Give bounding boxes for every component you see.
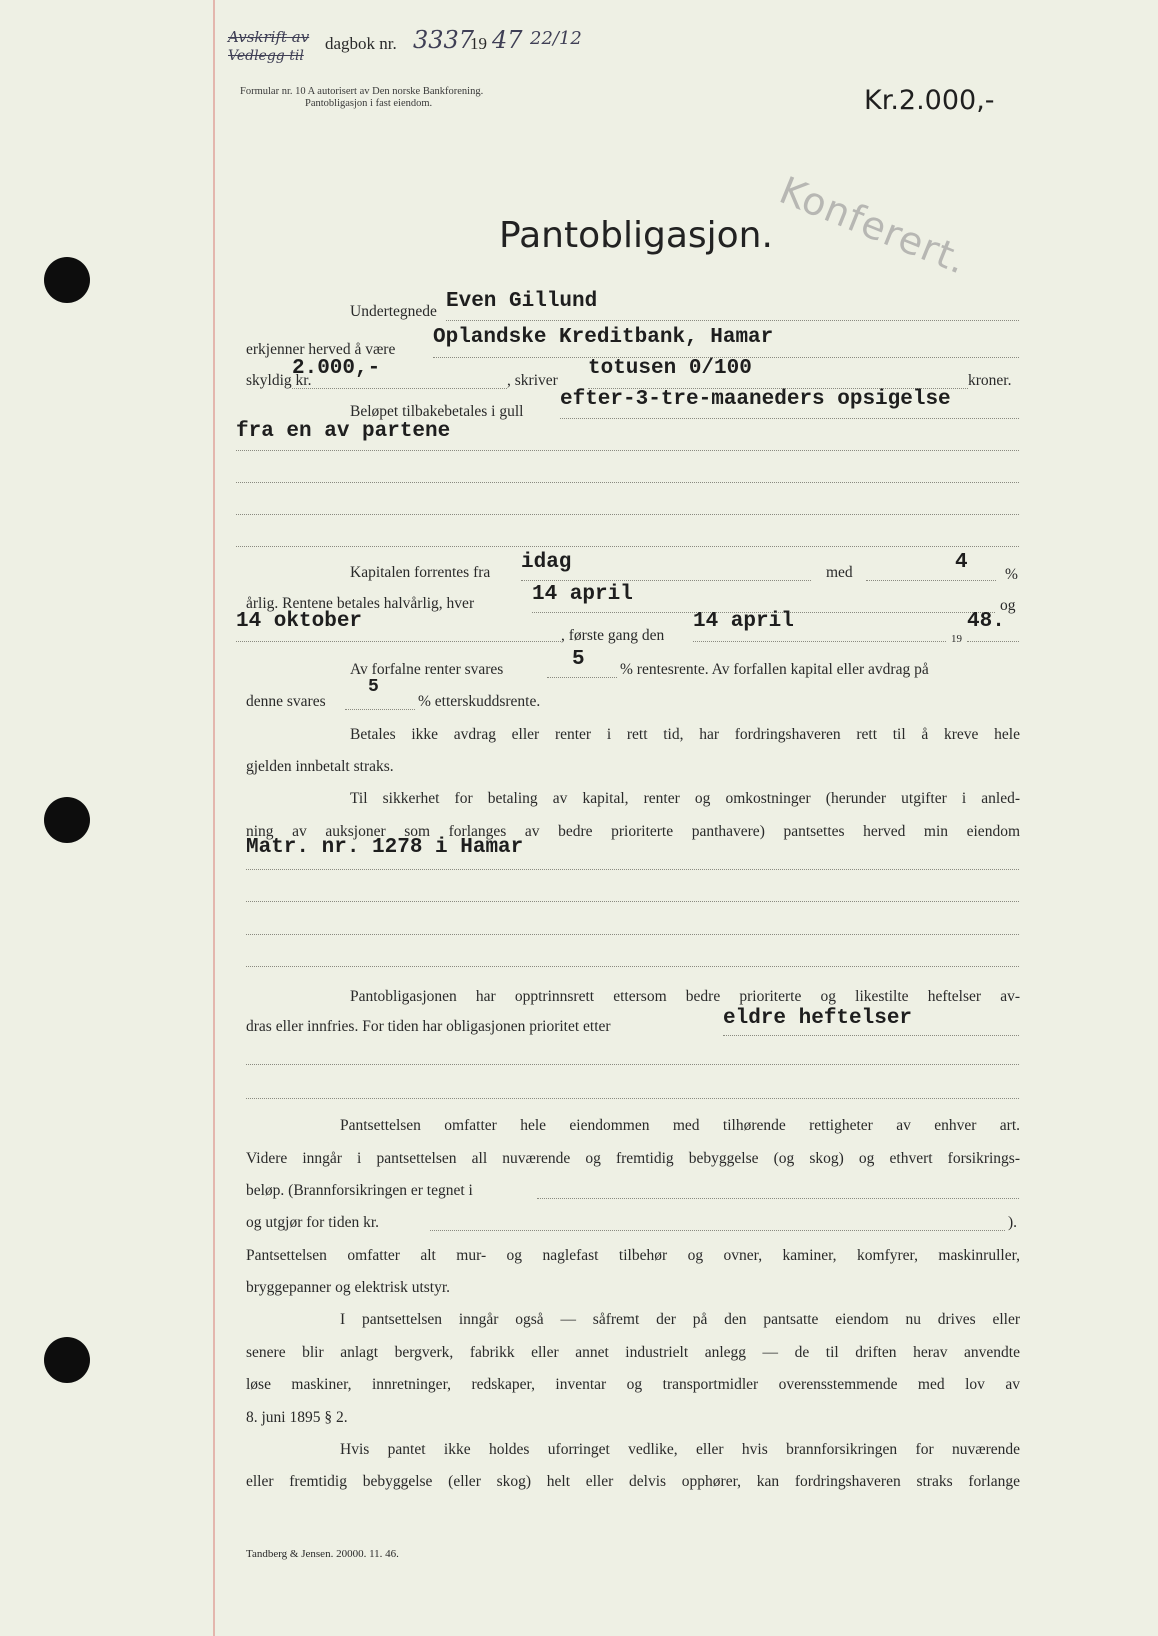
arlig-label: årlig. Rentene betales halvårlig, hver <box>246 595 475 612</box>
fill-line <box>236 514 1019 515</box>
av-forfalne-rest: % rentesrente. Av forfallen kapital eller avdrag på <box>620 661 929 678</box>
fill-line <box>246 901 1019 902</box>
margin-line <box>213 0 215 1636</box>
formular-line-1: Formular nr. 10 A autorisert av Den norske Bankforening. <box>240 86 484 97</box>
amount-header: Kr.2.000,- <box>864 85 995 116</box>
pantsett-line-4: og utgjør for tiden kr. <box>246 1214 380 1231</box>
fill-line <box>246 869 1019 870</box>
til-line-1: Til sikkerhet for betaling av kapital, renter og omkostninger (herunder utgifter i anled- <box>350 790 1020 807</box>
oktober-value: 14 oktober <box>236 610 363 633</box>
kapitalen-value: idag <box>521 551 572 574</box>
fill-line <box>292 388 507 389</box>
year-prefix: 19 <box>951 633 962 645</box>
belopet-label: Beløpet tilbakebetales i gull <box>350 403 524 420</box>
denne-svares-label: denne svares <box>246 693 326 710</box>
betales-line-1: Betales ikke avdrag eller renter i rett tid, har fordringshaveren rett til å kreve hele <box>350 726 1020 743</box>
hvis-line-2: eller fremtidig bebyggelse (eller skog) helt eller delvis opphører, kan fordringshaveren straks forlange <box>246 1473 1020 1490</box>
punch-hole <box>44 257 90 303</box>
prioritet-value: eldre heftelser <box>723 1007 913 1030</box>
page-title: Pantobligasjon. <box>499 215 773 256</box>
fill-line <box>246 1098 1019 1099</box>
eiendom-value: Matr. nr. 1278 i Hamar <box>246 836 524 859</box>
av-forfalne-value: 5 <box>572 648 585 671</box>
fill-line <box>236 546 1019 547</box>
skyldig-label: skyldig kr. <box>246 372 312 389</box>
kapitalen-label: Kapitalen forrentes fra <box>350 564 491 581</box>
fill-line <box>246 966 1019 967</box>
fill-line <box>236 450 1019 451</box>
belopet-value-1: efter-3-tre-maaneders opsigelse <box>560 388 951 411</box>
year-value: 48. <box>967 610 1005 633</box>
fill-line <box>521 580 811 581</box>
pantsett-line-4-end: ). <box>1008 1214 1018 1231</box>
pantsett-line-5: Pantsettelsen omfatter alt mur- og naglefast tilbehør og ovner, kaminer, komfyrer, maskinruller, <box>246 1247 1020 1264</box>
inngar-line-3: løse maskiner, innretninger, redskaper, inventar og transportmidler overensstemmende med lov av <box>246 1376 1020 1393</box>
rate-value: 4 <box>955 551 968 574</box>
skyldig-value: 2.000,- <box>292 357 381 380</box>
og-label: og <box>1000 597 1016 614</box>
hvis-line-1: Hvis pantet ikke holdes uforringet vedlike, eller hvis brannforsikringen for nuværende <box>340 1441 1020 1458</box>
punch-hole <box>44 797 90 843</box>
erkjenner-value: Oplandske Kreditbank, Hamar <box>433 326 774 349</box>
inngar-line-2: senere blir anlagt bergverk, fabrikk eller annet industrielt anlegg — de til driften herav anvendte <box>246 1344 1020 1361</box>
skriver-value: totusen 0/100 <box>588 357 752 380</box>
fill-line <box>246 1064 1019 1065</box>
punch-hole <box>44 1337 90 1383</box>
fill-line <box>537 1198 1019 1199</box>
fill-line <box>560 418 1019 419</box>
konferert-stamp: Konferert. <box>773 168 974 283</box>
pantsett-line-3: beløp. (Brannforsikringen er tegnet i <box>246 1182 473 1199</box>
denne-svares-value: 5 <box>368 677 379 697</box>
dagbok-number: 3337 <box>413 26 475 54</box>
med-label: med <box>826 564 853 581</box>
pantsett-line-1: Pantsettelsen omfatter hele eiendommen med tilhørende rettigheter av enhver art. <box>340 1117 1020 1134</box>
kroner-label: kroner. <box>968 372 1012 389</box>
erkjenner-label: erkjenner herved å være <box>246 341 396 358</box>
skriver-label: , skriver <box>507 372 558 389</box>
av-forfalne-label: Av forfalne renter svares <box>350 661 504 678</box>
dagbok-year-prefix: 19 <box>470 34 487 53</box>
fill-line <box>693 641 946 642</box>
inngar-line-1: I pantsettelsen inngår også — såfremt der på den pantsatte eiendom nu drives eller <box>340 1311 1020 1328</box>
fill-line <box>236 641 561 642</box>
betales-line-2: gjelden innbetalt straks. <box>246 758 394 775</box>
avskrift-label: Avskrift av <box>228 28 310 46</box>
fill-line <box>967 641 1019 642</box>
inngar-line-4: 8. juni 1895 § 2. <box>246 1409 348 1426</box>
fill-line <box>547 677 617 678</box>
undertegnede-value: Even Gillund <box>446 290 598 313</box>
percent-sign: % <box>1005 566 1018 583</box>
belopet-value-2: fra en av partene <box>236 420 451 443</box>
dagbok-date: 22/12 <box>530 28 582 49</box>
formular-line-2: Pantobligasjon i fast eiendom. <box>305 98 433 109</box>
arlig-value: 14 april <box>532 583 633 606</box>
pant-line-1: Pantobligasjonen har opptrinnsrett ettersom bedre prioriterte og likestilte heftelser av- <box>350 988 1020 1005</box>
denne-svares-rest: % etterskuddsrente. <box>418 693 541 710</box>
fill-line <box>430 1230 1005 1231</box>
dagbok-year: 47 <box>492 26 523 54</box>
vedlegg-label: Vedlegg til <box>228 48 304 64</box>
pantsett-line-2: Videre inngår i pantsettelsen all nuværende og fremtidig bebyggelse (og skog) og ethvert forsikrings- <box>246 1150 1020 1167</box>
pant-line-2: dras eller innfries. For tiden har obligasjonen prioritet etter <box>246 1018 611 1035</box>
fill-line <box>446 320 1019 321</box>
pantsett-line-6: bryggepanner og elektrisk utstyr. <box>246 1279 451 1296</box>
fill-line <box>866 580 996 581</box>
forste-label: , første gang den <box>561 627 665 644</box>
undertegnede-label: Undertegnede <box>350 303 437 320</box>
til-line-2: ning av auksjoner som forlanges av bedre prioriterte panthavere) pantsettes herved min eiendom <box>246 823 1020 840</box>
fill-line <box>236 482 1019 483</box>
fill-line <box>345 709 415 710</box>
forste-value: 14 april <box>693 610 794 633</box>
dagbok-label: dagbok nr. <box>325 34 397 53</box>
fill-line <box>246 934 1019 935</box>
printer-imprint: Tandberg & Jensen. 20000. 11. 46. <box>246 1548 399 1560</box>
fill-line <box>723 1035 1019 1036</box>
